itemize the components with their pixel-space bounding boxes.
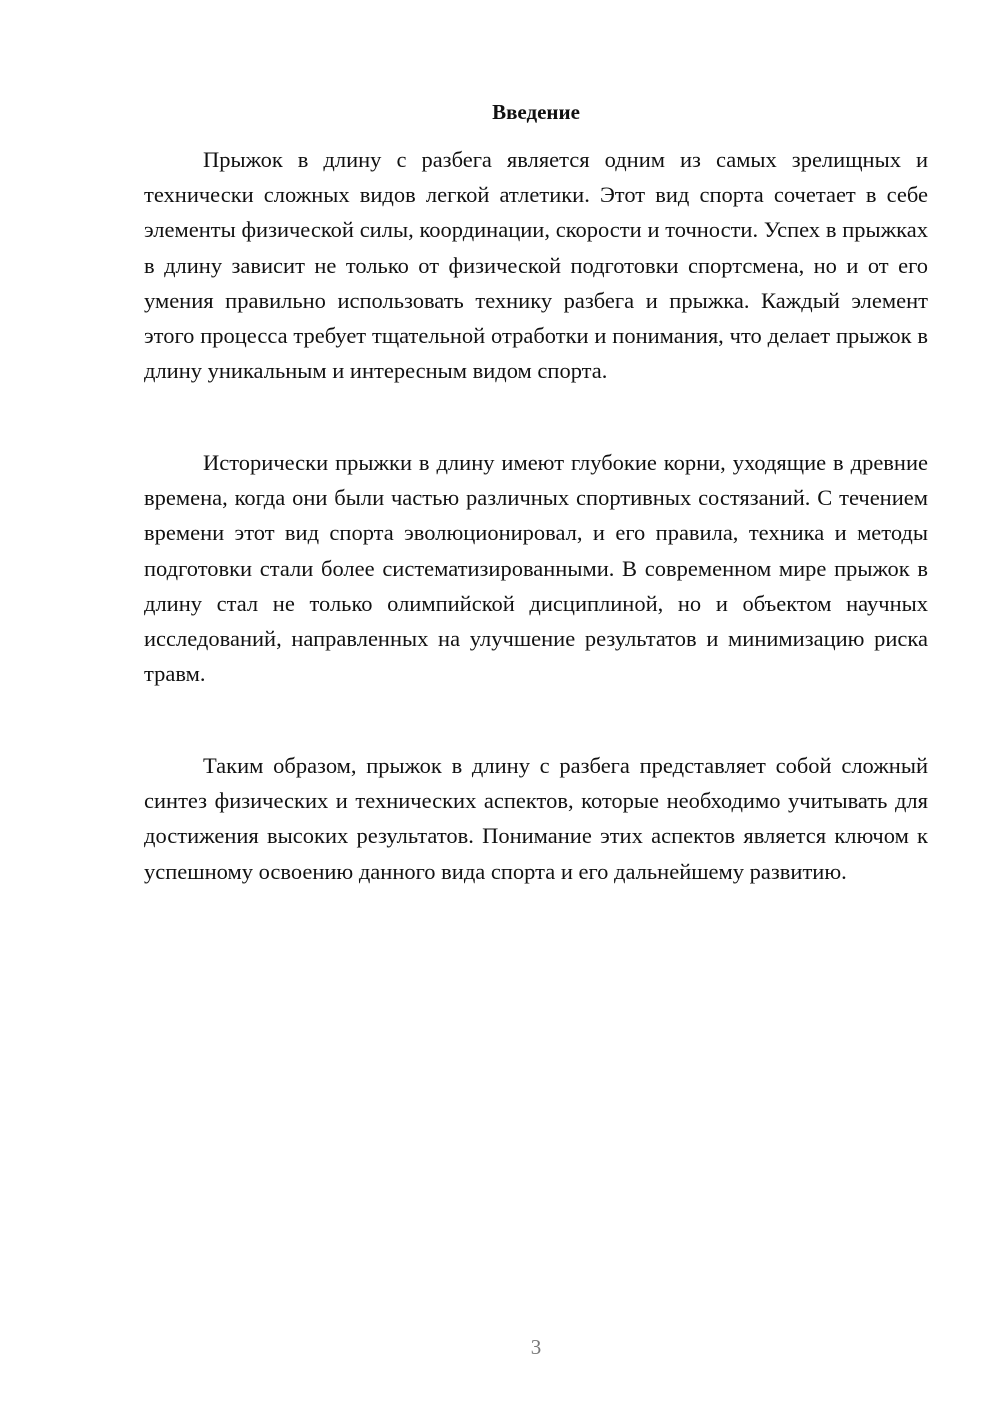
- body-paragraph-2: Исторически прыжки в длину имеют глубокие корни, уходящие в древние времена, когда они были частью различных спортивных состязаний. С течением времени этот вид спорта эволюционировал, и его правила, техника и методы подготовки стали более систематизированными. В современном мире прыжок в длину стал не только олимпийской дисциплиной, но и объектом научных исследований, направленных на улучшение результатов и минимизацию риска травм.: [144, 450, 928, 687]
- section-heading: Введение: [492, 100, 580, 124]
- body-paragraph-1: Прыжок в длину с разбега является одним из самых зрелищных и технически сложных видов легкой атлетики. Этот вид спорта сочетает в себе элементы физической силы, координации, скорости и точности. Успех в прыжках в длину зависит не только от физической подготовки спортсмена, но и от его умения правильно использовать технику разбега и прыжка. Каждый элемент этого процесса требует тщательной отработки и понимания, что делает прыжок в длину уникальным и интересным видом спорта.: [144, 147, 928, 384]
- body-paragraph-3: Таким образом, прыжок в длину с разбега представляет собой сложный синтез физических и технических аспектов, которые необходимо учитывать для достижения высоких результатов. Понимание этих аспектов является ключом к успешному освоению данного вида спорта и его дальнейшему развитию.: [144, 753, 928, 884]
- page-number: 3: [530, 1335, 542, 1359]
